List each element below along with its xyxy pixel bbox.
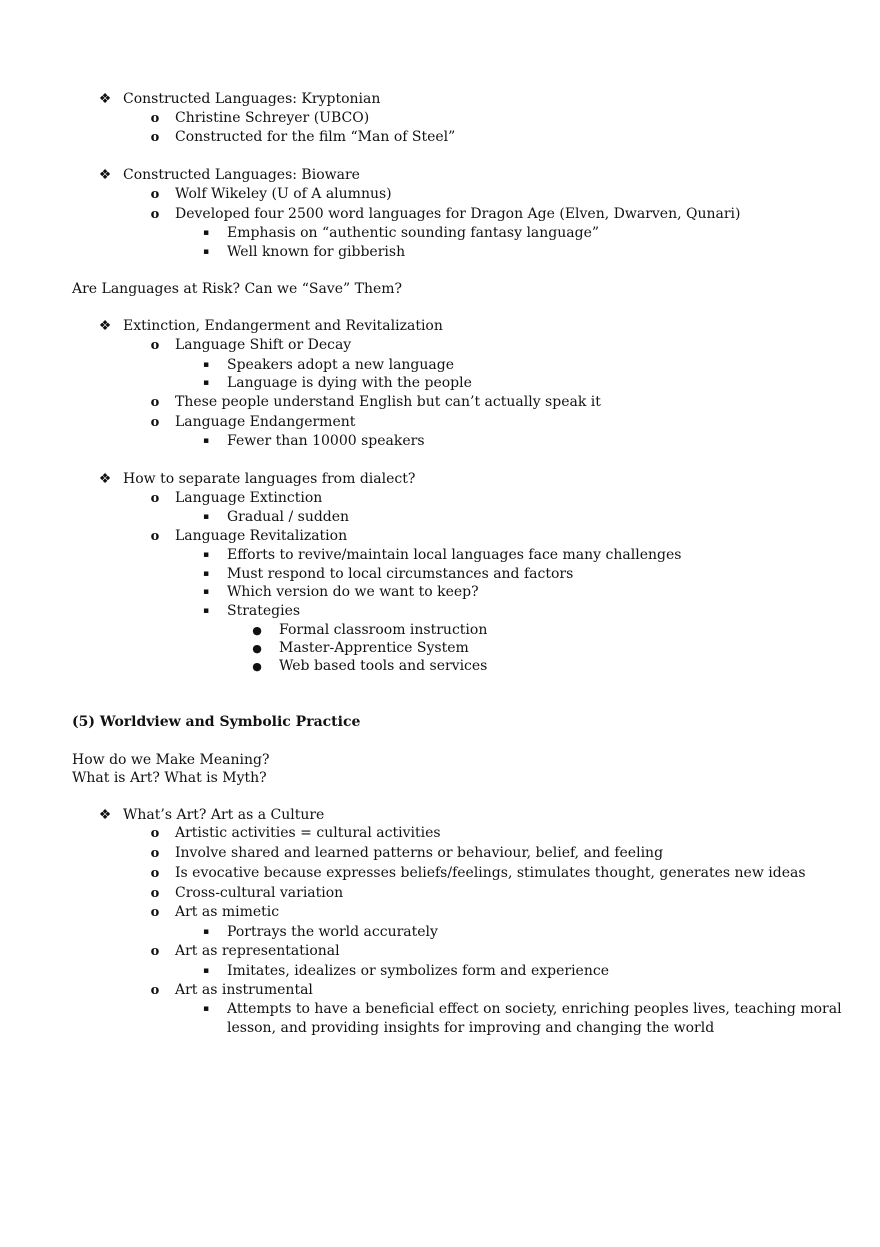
bullet-marker-icon: o <box>150 395 160 410</box>
line-text: How to separate languages from dialect? <box>123 471 416 487</box>
bullet-marker-icon: ▪ <box>202 247 210 257</box>
bullet-marker-icon: ▪ <box>202 569 210 579</box>
bullet-marker-icon: o <box>150 207 160 222</box>
bullet-marker-icon: ▪ <box>202 378 210 388</box>
bullet-marker-icon: o <box>150 826 160 841</box>
line-text: Efforts to revive/maintain local languages face many challenges <box>227 547 682 563</box>
line-text: Constructed for the film “Man of Steel” <box>175 129 456 145</box>
line-text: Art as mimetic <box>175 904 280 920</box>
line-text: Speakers adopt a new language <box>227 357 455 373</box>
line-text: Which version do we want to keep? <box>227 584 479 600</box>
bullet-marker-icon: ❖ <box>98 167 112 183</box>
bullet-marker-icon: o <box>150 983 160 998</box>
bullet-marker-icon: ▪ <box>202 550 210 560</box>
line-text: Must respond to local circumstances and factors <box>227 566 574 582</box>
line-text: lesson, and providing insights for improving and changing the world <box>227 1020 715 1036</box>
line-text: Constructed Languages: Bioware <box>123 167 360 183</box>
line-text: Extinction, Endangerment and Revitalization <box>123 318 443 334</box>
bullet-marker-icon: o <box>150 944 160 959</box>
line-text: Master-Apprentice System <box>279 640 469 656</box>
line-text: Art as instrumental <box>175 982 313 998</box>
bullet-marker-icon: o <box>150 111 160 126</box>
line-text: What is Art? What is Myth? <box>72 770 267 786</box>
bullet-marker-icon: o <box>150 846 160 861</box>
bullet-marker-icon: ▪ <box>202 360 210 370</box>
bullet-marker-icon: o <box>150 338 160 353</box>
bullet-marker-icon: o <box>150 415 160 430</box>
line-text: Developed four 2500 word languages for Dragon Age (Elven, Dwarven, Qunari) <box>175 206 741 222</box>
line-text: Involve shared and learned patterns or behaviour, belief, and feeling <box>175 845 664 861</box>
bullet-marker-icon: ❖ <box>98 318 112 334</box>
bullet-marker-icon: ▪ <box>202 927 210 937</box>
line-text: Portrays the world accurately <box>227 924 438 940</box>
bullet-marker-icon: ▪ <box>202 1004 210 1014</box>
line-text: Formal classroom instruction <box>279 622 488 638</box>
line-text: Gradual / sudden <box>227 509 350 525</box>
line-text: What’s Art? Art as a Culture <box>123 807 325 823</box>
line-text: Attempts to have a beneficial effect on society, enriching peoples lives, teaching moral <box>227 1001 842 1017</box>
line-text: Cross-cultural variation <box>175 885 344 901</box>
bullet-marker-icon: o <box>150 491 160 506</box>
line-text: Imitates, idealizes or symbolizes form and experience <box>227 963 609 979</box>
bullet-marker-icon: ▪ <box>202 606 210 616</box>
line-text: (5) Worldview and Symbolic Practice <box>72 714 361 730</box>
bullet-marker-icon: ● <box>252 660 262 673</box>
line-text: Emphasis on “authentic sounding fantasy language” <box>227 225 600 241</box>
line-text: Is evocative because expresses beliefs/feelings, stimulates thought, generates new ideas <box>175 865 806 881</box>
bullet-marker-icon: ▪ <box>202 587 210 597</box>
line-text: Language is dying with the people <box>227 375 472 391</box>
bullet-marker-icon: ❖ <box>98 471 112 487</box>
line-text: Language Shift or Decay <box>175 337 352 353</box>
bullet-marker-icon: ● <box>252 642 262 655</box>
line-text: Artistic activities = cultural activities <box>175 825 441 841</box>
bullet-marker-icon: o <box>150 187 160 202</box>
line-text: Web based tools and services <box>279 658 488 674</box>
line-text: Strategies <box>227 603 301 619</box>
bullet-marker-icon: ▪ <box>202 512 210 522</box>
line-text: Christine Schreyer (UBCO) <box>175 110 370 126</box>
bullet-marker-icon: ▪ <box>202 966 210 976</box>
line-text: Language Revitalization <box>175 528 348 544</box>
bullet-marker-icon: ▪ <box>202 228 210 238</box>
bullet-marker-icon: ● <box>252 624 262 637</box>
bullet-marker-icon: ❖ <box>98 807 112 823</box>
bullet-marker-icon: ❖ <box>98 91 112 107</box>
line-text: These people understand English but can’t actually speak it <box>175 394 601 410</box>
bullet-marker-icon: o <box>150 905 160 920</box>
bullet-marker-icon: o <box>150 866 160 881</box>
line-text: Language Endangerment <box>175 414 356 430</box>
line-text: Constructed Languages: Kryptonian <box>123 91 381 107</box>
bullet-marker-icon: o <box>150 529 160 544</box>
line-text: Are Languages at Risk? Can we “Save” Them? <box>72 281 403 297</box>
bullet-marker-icon: ▪ <box>202 436 210 446</box>
line-text: Language Extinction <box>175 490 323 506</box>
bullet-marker-icon: o <box>150 886 160 901</box>
line-text: Art as representational <box>175 943 340 959</box>
line-text: Wolf Wikeley (U of A alumnus) <box>175 186 392 202</box>
line-text: How do we Make Meaning? <box>72 752 270 768</box>
bullet-marker-icon: o <box>150 130 160 145</box>
line-text: Fewer than 10000 speakers <box>227 433 425 449</box>
line-text: Well known for gibberish <box>227 244 406 260</box>
